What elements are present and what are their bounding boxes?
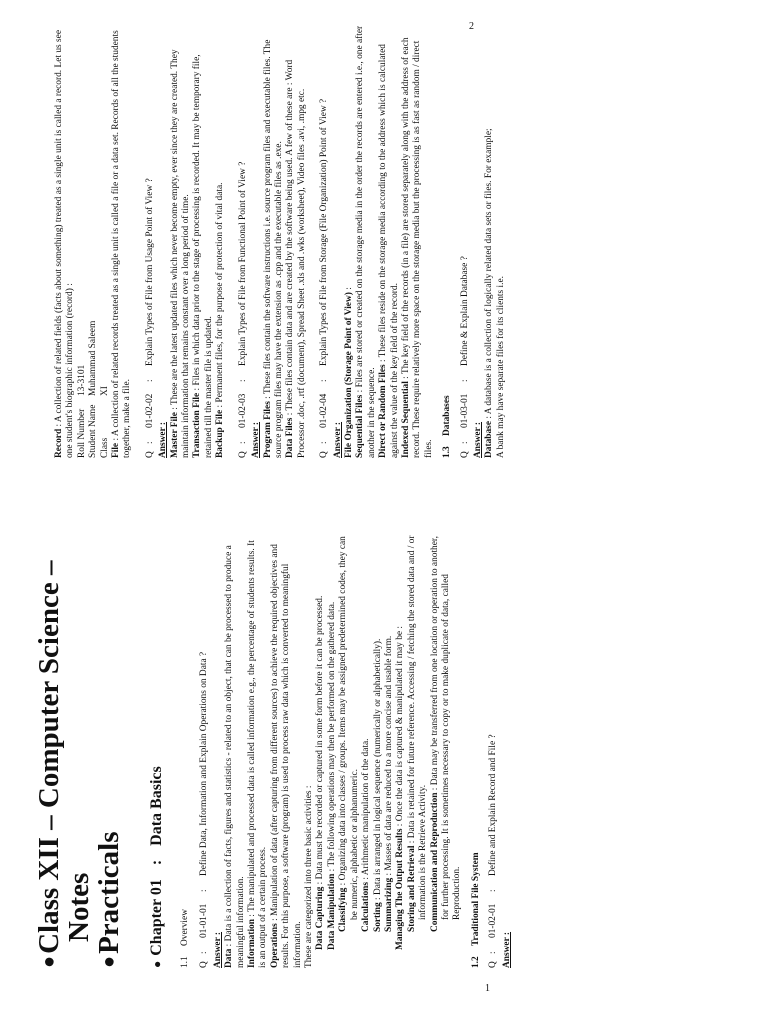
question-row: Q : 01-02-04 : Explain Types of File from Storage (File Organization) Point of View ?: [319, 98, 330, 458]
record-row: Roll Number 13-3101: [76, 364, 87, 458]
paragraph-file-organization: File Organization (Storage Point of View) :: [343, 287, 354, 458]
paragraph-direct-files: Direct or Random Files : These files reside on the storage media according to the address which is calculated against the value of the key field of the record.: [378, 44, 400, 458]
paragraph-data-files: Data Files : These files contain data and are created by the software being used. A few of these are : Word Processor .doc, .rtf (document), Spread Sheet .xls and .wks (worksheet), Video files .avi, .mpg etc.: [285, 59, 307, 458]
question-row: Q : 01-02-01 : Define and Explain Record and File ?: [488, 734, 499, 968]
record-table: [77, 22, 111, 458]
paragraph-operations: Operations : Manipulation of data (after capturing from different sources) to achieve the required objectives and results. For this purpose, a software (program) is used to process raw data which is converted to meaningful information.: [269, 544, 303, 968]
record-row: Class XI: [99, 386, 110, 458]
paragraph-file: File : A collection of related records treated as a single unit is called a file or a data set. Records of all the students together, make a file.: [111, 30, 133, 458]
answer-label: Answer :: [332, 421, 343, 458]
paragraph-categories: These are categorized into three basic activities :: [304, 785, 315, 968]
section-heading: 1.2Traditional File System: [470, 852, 481, 968]
answer-label: Answer :: [158, 421, 169, 458]
page-number: 2: [469, 21, 474, 32]
title-line-3: ●Practicals: [93, 831, 125, 968]
page-one: [0, 512, 768, 1024]
list-item: Storing and Retrieval : Data is retained for future reference. Accessing / fetching the stored data and / or information is the Retrieve Activity.: [406, 535, 429, 932]
page-number: 1: [485, 983, 490, 994]
paragraph-managing: Managing The Output Results : Once the data is captured & manipulated it may be :: [395, 625, 406, 950]
bullet-icon: ●: [38, 955, 60, 968]
paragraph-master-file: Master File : These are the latest updated files which never become empty, ever since they are created. They maintain information that remains constant over a long period of time.: [169, 49, 192, 458]
title-line-2: Notes: [63, 872, 95, 942]
question-row: Q : 01-03-01 : Define & Explain Database ?: [459, 256, 470, 458]
answer-label: Answer :: [473, 421, 483, 458]
manipulation-list: [338, 532, 395, 968]
paragraph-bank: A bank may have separate files for its clients i.e.: [495, 276, 506, 458]
paragraph-transaction-file: Transaction File : Files in which data prior to the stage of processing is recorded. It may be temporary file, retained till the master file is updated.: [192, 54, 214, 458]
chapter-heading: ●Chapter 01:Data Basics: [148, 766, 165, 968]
paragraph-database: Database : A database is a collection of logically related data sets or files. For example;: [484, 128, 495, 458]
answer-label: Answer :: [501, 931, 512, 968]
paragraph-sequential-files: Sequential Files : Files are stored or created on the storage media in the order the records are entered i.e., one after another in the sequence.: [355, 25, 377, 458]
bullet-icon: ●: [150, 960, 164, 968]
record-row: Student Name Muhammad Saleem: [88, 320, 99, 458]
paragraph-capturing: Data Capturing : Data must be recorded or captured in some form before it can be processed.: [315, 595, 326, 950]
bullet-icon: ●: [98, 955, 120, 968]
list-item: Summarizing : Masses of data are reduced to a more concise and usable form.: [383, 635, 394, 932]
paragraph-information: Information : The manipulated and processed data is called information e.g., the percentage of students results. It is an output of a certain process.: [247, 540, 269, 968]
answer-label: Answer :: [251, 421, 262, 458]
section-heading: 1.3Databases: [442, 395, 453, 458]
paragraph-program-files: Program Files : These files contain the software instructions i.e. source program files and executable files. The source program files may have the extension as .cpp and the executable files as .exe.: [262, 39, 284, 458]
answer-label: Answer :: [212, 931, 223, 968]
list-item: Calculations : Arithmetic manipulation of the data.: [361, 738, 372, 932]
paragraph-indexed-sequential: Indexed Sequential : The key field of the records (in a file) are stored separately along with the address of each record. These require relatively more space on the storage media but the processing is as fast as random / direct files.: [400, 37, 434, 458]
section-heading: 1.1Overview: [180, 909, 190, 968]
paragraph-manipulation: Data Manipulation : The following operations may then be performed on the gathered data.: [326, 601, 337, 950]
question-row: Q : 01-02-02 : Explain Types of File from Usage Point of View ?: [144, 178, 155, 458]
managing-list: [407, 532, 464, 968]
question-row: Q : 01-02-03 : Explain Types of File from Functional Point of View ?: [237, 161, 248, 458]
title-line-1: ●Class XII – Computer Science –: [33, 560, 65, 968]
paragraph-data: Data : Data is a collection of facts, figures and statistics - related to an object, that can be processed to produce a meaningful information.: [224, 545, 246, 968]
list-item: Sorting : Data is arranged in logical sequence (numerically or alphabetically).: [372, 638, 383, 932]
question-row: Q : 01-01-01 : Define Data, Information and Explain Operations on Data ?: [199, 651, 210, 968]
list-item: Classifying : Organizing data into classes / groups. Items may be assigned predetermined codes, they can be numeric, alphabetic or alphanumeric.: [338, 536, 360, 932]
list-item: Communication and Reproduction : Data may be transferred from one location or operation to another, for further processing. It is sometimes necessary to copy or to make duplicate of data, called Reproduction.: [429, 536, 463, 932]
paragraph-backup-file: Backup File : Permanent files, for the purpose of protection of vital data.: [215, 182, 226, 458]
paragraph-record: Record : A collection of related fields (facts about something) treated as a single unit is called a record. Let us see one student's biographic information (record) :: [54, 30, 76, 458]
